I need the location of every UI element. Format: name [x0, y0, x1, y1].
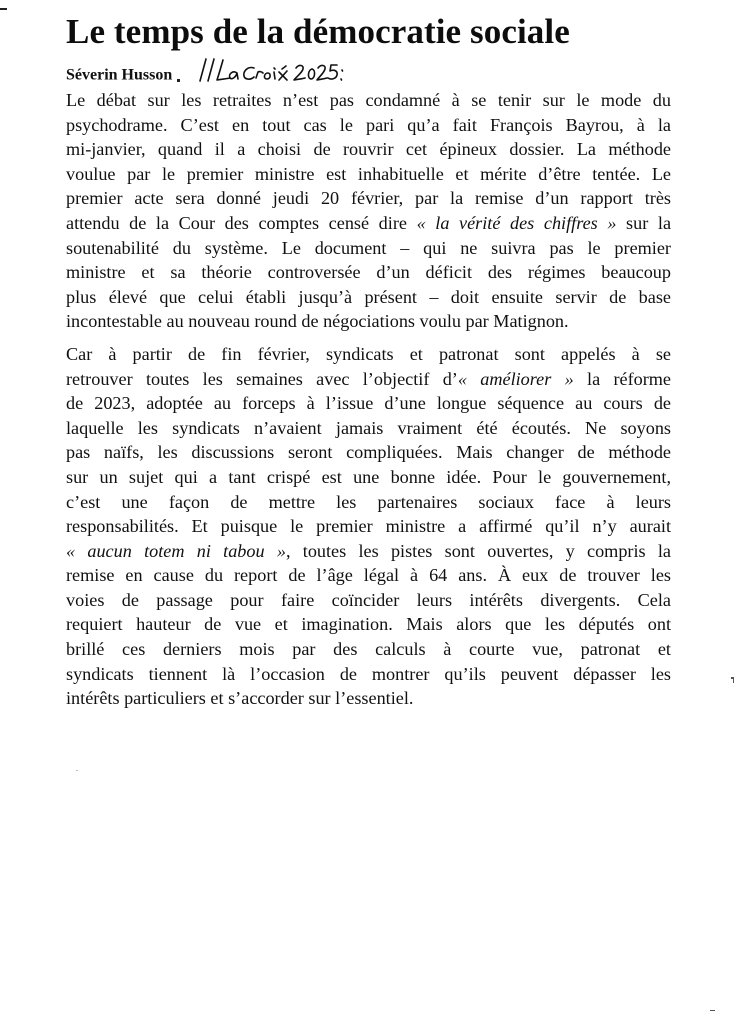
- text-run: sur la: [616, 212, 672, 233]
- byline-dot: [177, 79, 180, 82]
- text-run: premier acte sera donné jeudi 20 février, par la remise d’un rapport très: [66, 188, 671, 209]
- handwritten-note-drawing: [192, 53, 344, 87]
- text-run: la réforme: [573, 368, 671, 389]
- text-run: brillé ces derniers mois par des calculs à courte vue, patronat et: [66, 639, 671, 660]
- text-run: remise en cause du report de l’âge légal à 64 ans. À eux de trouver les: [66, 565, 671, 586]
- article-body: [66, 88, 671, 711]
- text-line: [66, 137, 671, 162]
- text-line: [66, 440, 671, 465]
- scan-speck: [76, 770, 78, 771]
- handwritten-source-note: [192, 53, 344, 92]
- text-run: ministre et sa théorie controversée d’un déficit des régimes beaucoup: [66, 262, 671, 283]
- text-line: [66, 391, 671, 416]
- scan-speck: [733, 679, 734, 683]
- scan-speck: [710, 1010, 715, 1011]
- text-line: [66, 686, 671, 711]
- text-line: [66, 514, 671, 539]
- italic-quote: « la vérité des chiffres »: [416, 212, 617, 233]
- text-run: de 2023, adoptée au forceps à l’issue d’une longue séquence au cours de: [66, 393, 671, 414]
- text-line: [66, 162, 671, 187]
- text-run: syndicats tiennent là l’occasion de montrer qu’ils peuvent dépasser les: [66, 663, 671, 684]
- text-line: [66, 539, 671, 564]
- text-line: [66, 260, 671, 285]
- text-line: [66, 588, 671, 613]
- text-line: [66, 662, 671, 687]
- text-run: , toutes les pistes sont ouvertes, y compris la: [285, 540, 671, 561]
- text-run: responsabilités. Et puisque le premier ministre a affirmé qu’il n’y aurait: [66, 516, 671, 537]
- text-run: incontestable au nouveau round de négociations voulu par Matignon.: [66, 311, 569, 332]
- text-line: [66, 416, 671, 441]
- text-line: [66, 236, 671, 261]
- text-run: intérêts particuliers et s’accorder sur l’essentiel.: [66, 688, 414, 709]
- text-run: voies de passage pour faire coïncider leurs intérêts divergents. Cela: [66, 589, 671, 610]
- text-run: voulue par le premier ministre est inhabituelle et mérite d’être tentée. Le: [66, 163, 671, 184]
- article-title: Le temps de la démocratie sociale: [66, 12, 570, 51]
- italic-quote: « aucun totem ni tabou »: [66, 540, 286, 561]
- text-line: [66, 113, 671, 138]
- text-line: [66, 211, 671, 236]
- text-line: [66, 465, 671, 490]
- italic-quote: « améliorer »: [457, 368, 574, 389]
- text-line: [66, 285, 671, 310]
- scan-corner-mark: [0, 8, 7, 10]
- text-line: [66, 186, 671, 211]
- text-line: [66, 490, 671, 515]
- text-line: [66, 309, 671, 334]
- text-line: [66, 342, 671, 367]
- text-run: soutenabilité du système. Le document – qui ne suivra pas le premier: [66, 237, 671, 258]
- text-run: attendu de la Cour des comptes censé dire: [66, 212, 417, 233]
- text-run: laquelle les syndicats n’avaient jamais vraiment été écoutés. Ne soyons: [66, 417, 671, 438]
- text-run: retrouver toutes les semaines avec l’objectif d’: [66, 368, 458, 389]
- article-paragraph: [66, 342, 671, 711]
- byline: [66, 56, 344, 86]
- text-run: Car à partir de fin février, syndicats et patronat sont appelés à se: [66, 343, 671, 364]
- text-run: requiert hauteur de vue et imagination. Mais alors que les députés ont: [66, 614, 671, 635]
- text-run: sur un sujet qui a tant crispé est une bonne idée. Pour le gouvernement,: [66, 466, 671, 487]
- text-line: [66, 612, 671, 637]
- article-paragraph: [66, 88, 671, 334]
- author-name: Séverin Husson: [66, 66, 173, 84]
- text-run: mi-janvier, quand il a choisi de rouvrir cet épineux dossier. La méthode: [66, 139, 671, 160]
- text-line: [66, 367, 671, 392]
- text-line: [66, 637, 671, 662]
- text-line: [66, 563, 671, 588]
- text-run: Le débat sur les retraites n’est pas condamné à se tenir sur le mode du: [66, 90, 671, 110]
- text-run: psychodrame. C’est en tout cas le pari qu’a fait François Bayrou, à la: [66, 114, 671, 135]
- text-line: [66, 88, 671, 113]
- text-run: plus élevé que celui établi jusqu’à présent – doit ensuite servir de base: [66, 286, 671, 307]
- text-run: pas naïfs, les discussions seront compliquées. Mais changer de méthode: [66, 442, 671, 463]
- text-run: c’est une façon de mettre les partenaires sociaux face à leurs: [66, 491, 671, 512]
